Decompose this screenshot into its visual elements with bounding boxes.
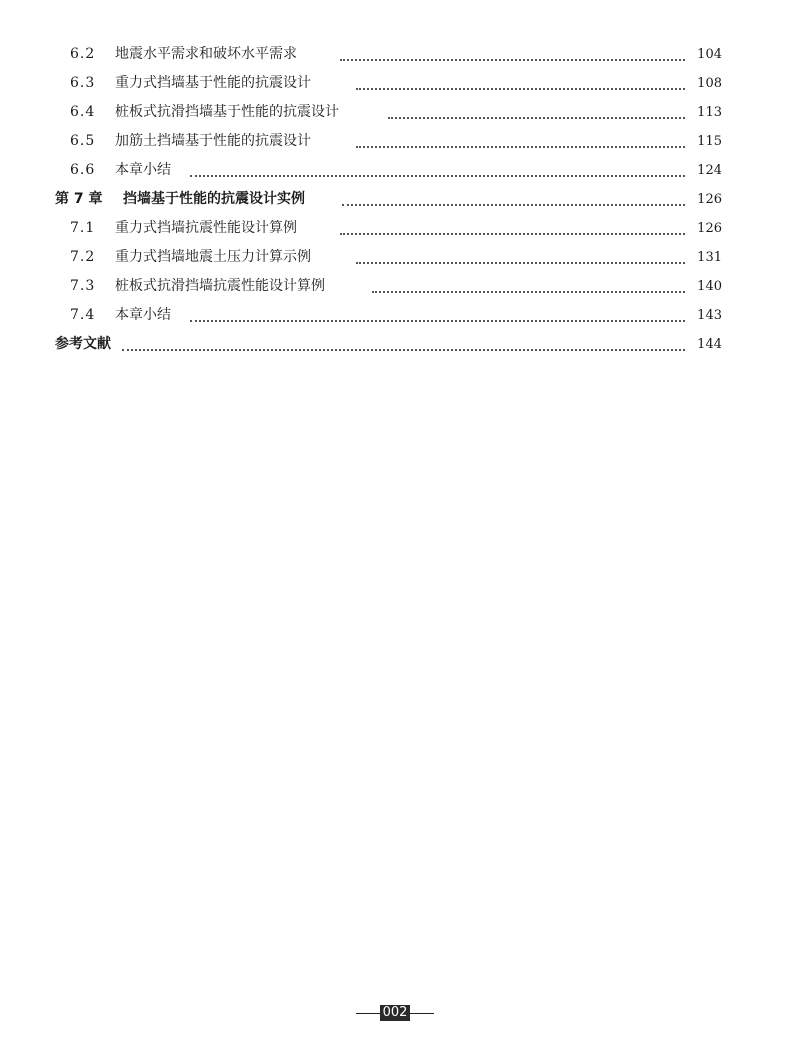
toc-chapter-number: 第 7 章 — [55, 191, 103, 207]
toc-entry-7-3 — [0, 272, 790, 301]
toc-entry-title: 重力式挡墙基于性能的抗震设计 — [115, 75, 311, 91]
footer-rule-left — [356, 1013, 380, 1014]
toc-entry-page: 140 — [697, 279, 722, 294]
dot-leader — [340, 233, 685, 235]
toc-entry-page: 108 — [697, 76, 722, 91]
dot-leader — [190, 175, 685, 177]
toc-entry-title: 重力式挡墙地震土压力计算示例 — [115, 249, 311, 265]
toc-entry-title: 加筋土挡墙基于性能的抗震设计 — [115, 133, 311, 149]
dot-leader — [342, 204, 685, 206]
footer-rule-right — [410, 1013, 434, 1014]
dot-leader — [372, 291, 685, 293]
toc-entry-page: 115 — [697, 134, 722, 149]
page-number: 002 — [380, 1005, 411, 1021]
toc-entry-number: 7.4 — [70, 307, 96, 323]
dot-leader — [190, 320, 685, 322]
toc-entry-title: 地震水平需求和破坏水平需求 — [115, 46, 297, 62]
toc-entry-6-6 — [0, 156, 790, 185]
dot-leader — [356, 146, 685, 148]
toc-entry-6-3 — [0, 69, 790, 98]
toc-entry-title: 本章小结 — [115, 162, 171, 178]
toc-entry-number: 7.1 — [70, 220, 96, 236]
toc-entry-title: 本章小结 — [115, 307, 171, 323]
table-of-contents — [0, 40, 790, 359]
toc-entry-title: 桩板式抗滑挡墙基于性能的抗震设计 — [115, 104, 339, 120]
dot-leader — [122, 349, 685, 351]
toc-entry-page: 126 — [697, 221, 722, 236]
toc-entry-number: 7.2 — [70, 249, 96, 265]
toc-entry-page: 143 — [697, 308, 722, 323]
toc-entry-page: 144 — [697, 337, 722, 352]
dot-leader — [356, 88, 685, 90]
toc-entry-6-4 — [0, 98, 790, 127]
toc-entry-6-2 — [0, 40, 790, 69]
toc-entry-page: 131 — [697, 250, 722, 265]
toc-entry-references — [0, 330, 790, 359]
toc-entry-page: 124 — [697, 163, 722, 178]
toc-entry-page: 113 — [697, 105, 722, 120]
toc-entry-page: 126 — [697, 192, 722, 207]
toc-references-title: 参考文献 — [55, 336, 111, 352]
dot-leader — [356, 262, 685, 264]
toc-entry-title: 重力式挡墙抗震性能设计算例 — [115, 220, 297, 236]
toc-entry-page: 104 — [697, 47, 722, 62]
toc-entry-title: 桩板式抗滑挡墙抗震性能设计算例 — [115, 278, 325, 294]
dot-leader — [340, 59, 685, 61]
dot-leader — [388, 117, 685, 119]
toc-entry-number: 7.3 — [70, 278, 96, 294]
toc-entry-number: 6.5 — [70, 133, 96, 149]
page-footer — [0, 1003, 790, 1023]
toc-entry-7-1 — [0, 214, 790, 243]
toc-entry-6-5 — [0, 127, 790, 156]
toc-entry-number: 6.6 — [70, 162, 96, 178]
toc-entry-number: 6.3 — [70, 75, 96, 91]
toc-chapter-title: 挡墙基于性能的抗震设计实例 — [123, 191, 305, 207]
toc-entry-number: 6.2 — [70, 46, 96, 62]
toc-entry-chapter-7 — [0, 185, 790, 214]
toc-entry-number: 6.4 — [70, 104, 96, 120]
toc-entry-7-4 — [0, 301, 790, 330]
toc-entry-7-2 — [0, 243, 790, 272]
